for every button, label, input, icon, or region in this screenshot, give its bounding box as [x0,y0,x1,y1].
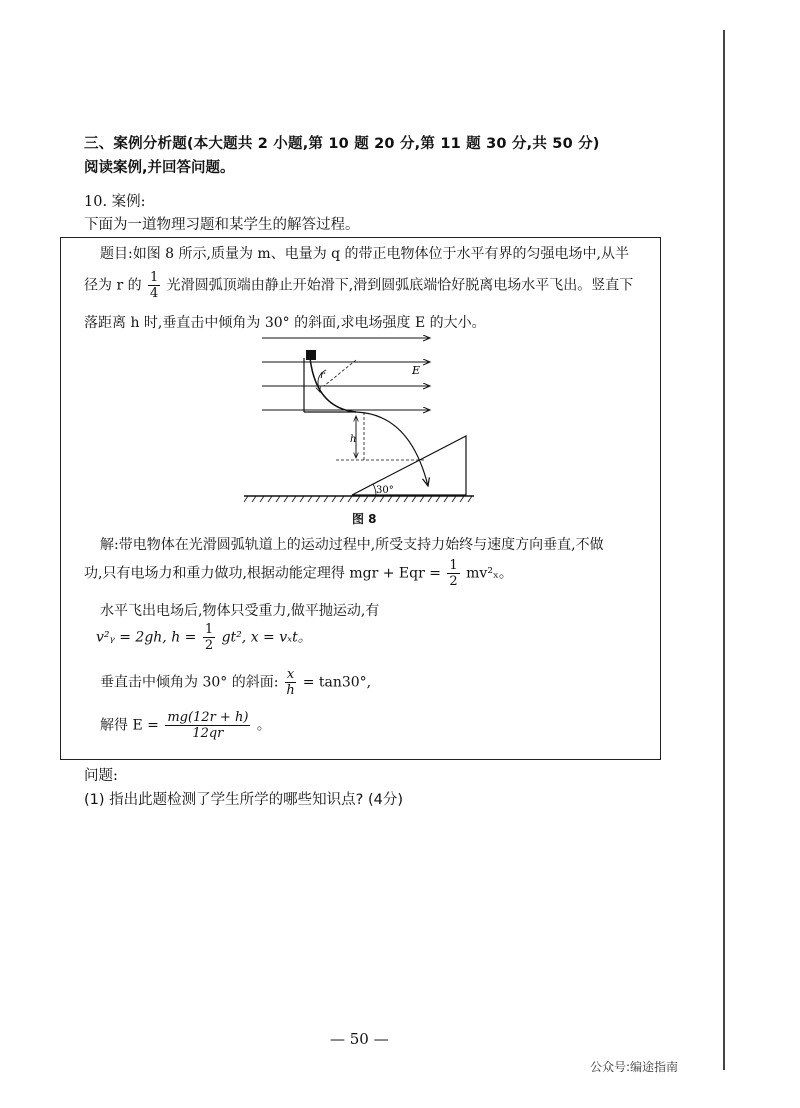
result-fraction [165,710,250,741]
solution-line-4 [96,622,312,653]
solution-line-6-suffix: 。 [256,717,271,734]
x-over-h-num: x [286,667,295,682]
label-angle: 30° [376,485,394,496]
page-number: — 50 — [330,1030,389,1048]
field-lines [262,338,430,410]
solution-line-4-suffix: gt², x = vₓt。 [221,629,312,646]
problem-line-1: 题目:如图 8 所示,质量为 m、电量为 q 的带正电物体位于水平有界的匀强电场中,从半 [100,246,630,262]
footer-credit: 公众号:编途指南 [590,1060,679,1074]
question-1: (1) 指出此题检测了学生所学的哪些知识点? (4分) [84,792,403,808]
solution-line-6 [100,710,271,741]
quarter-den: 4 [150,286,159,301]
case-label: 10. 案例: [84,194,146,210]
result-den: 12qr [192,726,224,741]
problem-line-3: 落距离 h 时,垂直击中倾角为 30° 的斜面,求电场强度 E 的大小。 [84,315,486,331]
figure-8-diagram [240,330,480,510]
half-fraction-1 [447,558,459,589]
case-intro: 下面为一道物理习题和某学生的解答过程。 [84,217,360,233]
solution-line-2-prefix: 功,只有电场力和重力做功,根据动能定理得 mgr + Eqr = [84,565,441,582]
half-1-den: 2 [449,574,458,589]
half-fraction-2 [203,622,215,653]
solution-line-1: 解:带电物体在光滑圆弧轨道上的运动过程中,所受支持力始终与速度方向垂直,不做 [100,537,604,553]
solution-line-4-prefix: v²ᵧ = 2gh, h = [96,629,197,646]
incline [352,436,466,495]
label-r: r [320,370,325,381]
solution-line-5 [100,667,371,698]
figure-caption: 图 8 [352,512,377,526]
questions-label: 问题: [84,768,118,784]
x-over-h-fraction [285,667,296,698]
problem-line-2-prefix: 径为 r 的 [84,277,142,294]
arc-track [310,358,356,412]
solution-line-5-prefix: 垂直击中倾角为 30° 的斜面: [100,674,279,691]
radius-line [324,360,356,386]
result-num: mg(12r + h) [167,710,249,725]
solution-line-5-suffix: = tan30°, [302,674,372,691]
section-subtitle: 阅读案例,并回答问题。 [84,160,235,176]
quarter-num: 1 [150,270,159,285]
block [306,350,316,360]
label-E: E [412,364,421,377]
half-2-num: 1 [204,622,214,637]
solution-line-6-prefix: 解得 E = [100,717,159,734]
problem-line-2-suffix: 光滑圆弧顶端由静止开始滑下,滑到圆弧底端恰好脱离电场水平飞出。竖直下 [166,277,634,294]
ground-hatching [244,496,472,502]
solution-line-3: 水平飞出电场后,物体只受重力,做平抛运动,有 [100,603,380,619]
section-title: 三、案例分析题(本大题共 2 小题,第 10 题 20 分,第 11 题 30 分,共 50 分) [84,136,600,152]
solution-line-2-suffix: mv²ₓ。 [466,565,513,582]
solution-line-2 [84,558,513,589]
half-2-den: 2 [204,638,214,653]
x-over-h-den: h [286,683,295,698]
half-1-num: 1 [449,558,458,573]
page-edge-rule [723,30,725,1070]
problem-line-2 [84,270,633,301]
quarter-fraction [148,270,160,301]
label-h: h [350,434,357,445]
